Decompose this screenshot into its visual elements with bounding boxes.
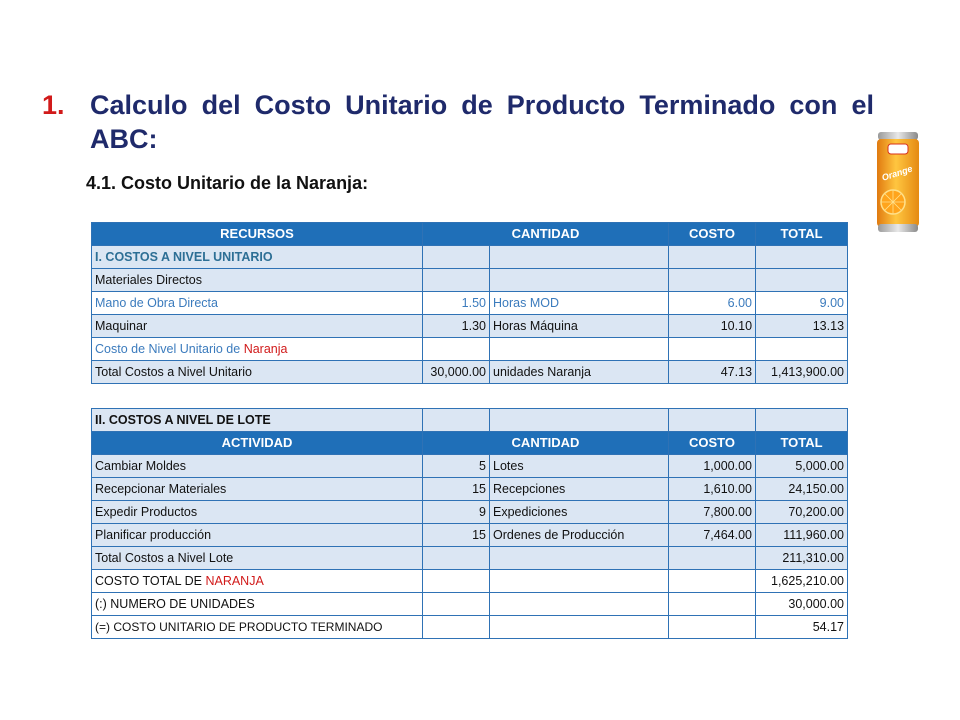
- header-cantidad: CANTIDAD: [423, 223, 669, 246]
- activity-total: 5,000.00: [756, 455, 848, 478]
- activity-cost: 7,800.00: [669, 501, 756, 524]
- machine-cost: 10.10: [669, 315, 756, 338]
- unit-total-qty: 30,000.00: [423, 361, 490, 384]
- title-text: Calculo del Costo Unitario de Producto Terminado con el ABC:: [90, 90, 874, 154]
- batch-cost-table: [91, 408, 848, 639]
- unit-cost-table: [91, 222, 848, 384]
- table-row: [92, 547, 848, 570]
- unit-table-header-row: [92, 223, 848, 246]
- labor-unit: Horas MOD: [490, 292, 669, 315]
- unit-cost-label: (=) COSTO UNITARIO DE PRODUCTO TERMINADO: [92, 616, 423, 639]
- header-total-batch: TOTAL: [756, 432, 848, 455]
- title-number: 1.: [42, 90, 65, 120]
- header-costo: COSTO: [669, 223, 756, 246]
- table-row: [92, 570, 848, 593]
- table-row: [92, 361, 848, 384]
- labor-cost: 6.00: [669, 292, 756, 315]
- activity-cost: 7,464.00: [669, 524, 756, 547]
- table-row: [92, 524, 848, 547]
- header-total: TOTAL: [756, 223, 848, 246]
- section-label-unit: I. COSTOS A NIVEL UNITARIO: [92, 246, 423, 269]
- section-subtitle: 4.1. Costo Unitario de la Naranja:: [86, 173, 369, 193]
- activity-label: Cambiar Moldes: [92, 455, 423, 478]
- total-cost-label: COSTO TOTAL DE NARANJA: [92, 570, 423, 593]
- table-row: [92, 315, 848, 338]
- table-row: [92, 292, 848, 315]
- unit-total-cost: 47.13: [669, 361, 756, 384]
- slide-title: [42, 88, 874, 156]
- machine-qty: 1.30: [423, 315, 490, 338]
- table-row: [92, 616, 848, 639]
- table-row: [92, 269, 848, 292]
- units-value: 30,000.00: [756, 593, 848, 616]
- orange-can-image: [876, 130, 920, 234]
- table-row: [92, 338, 848, 361]
- header-cantidad-batch: CANTIDAD: [423, 432, 669, 455]
- product-highlight: NARANJA: [205, 574, 264, 588]
- activity-label: Expedir Productos: [92, 501, 423, 524]
- labor-qty: 1.50: [423, 292, 490, 315]
- table-row: [92, 593, 848, 616]
- machine-unit: Horas Máquina: [490, 315, 669, 338]
- table-row: [92, 501, 848, 524]
- activity-qty: 9: [423, 501, 490, 524]
- total-cost-value: 1,625,210.00: [756, 570, 848, 593]
- product-highlight: Naranja: [243, 342, 288, 356]
- header-costo-batch: COSTO: [669, 432, 756, 455]
- section-label-batch: II. COSTOS A NIVEL DE LOTE: [92, 409, 423, 432]
- activity-unit: Ordenes de Producción: [490, 524, 669, 547]
- unit-total-label: Total Costos a Nivel Unitario: [92, 361, 423, 384]
- table-row: [92, 455, 848, 478]
- unit-total-total: 1,413,900.00: [756, 361, 848, 384]
- activity-qty: 5: [423, 455, 490, 478]
- activity-unit: Recepciones: [490, 478, 669, 501]
- unit-level-label: Costo de Nivel Unitario de Naranja: [92, 338, 423, 361]
- machine-total: 13.13: [756, 315, 848, 338]
- activity-label: Planificar producción: [92, 524, 423, 547]
- activity-qty: 15: [423, 524, 490, 547]
- activity-cost: 1,610.00: [669, 478, 756, 501]
- labor-total: 9.00: [756, 292, 848, 315]
- activity-unit: Expediciones: [490, 501, 669, 524]
- activity-total: 24,150.00: [756, 478, 848, 501]
- activity-cost: 1,000.00: [669, 455, 756, 478]
- materials-label: Materiales Directos: [92, 269, 423, 292]
- activity-total: 111,960.00: [756, 524, 848, 547]
- machine-label: Maquinar: [92, 315, 423, 338]
- table-row: [92, 246, 848, 269]
- total-lote-value: 211,310.00: [756, 547, 848, 570]
- activity-unit: Lotes: [490, 455, 669, 478]
- activity-qty: 15: [423, 478, 490, 501]
- batch-table-header-row: [92, 432, 848, 455]
- header-actividad: ACTIVIDAD: [92, 432, 423, 455]
- total-lote-label: Total Costos a Nivel Lote: [92, 547, 423, 570]
- unit-cost-value: 54.17: [756, 616, 848, 639]
- units-label: (:) NUMERO DE UNIDADES: [92, 593, 423, 616]
- unit-total-unit: unidades Naranja: [490, 361, 669, 384]
- labor-label: Mano de Obra Directa: [92, 292, 423, 315]
- activity-label: Recepcionar Materiales: [92, 478, 423, 501]
- can-label-text: Orange: [880, 163, 914, 183]
- table-row: [92, 409, 848, 432]
- header-recursos: RECURSOS: [92, 223, 423, 246]
- table-row: [92, 478, 848, 501]
- activity-total: 70,200.00: [756, 501, 848, 524]
